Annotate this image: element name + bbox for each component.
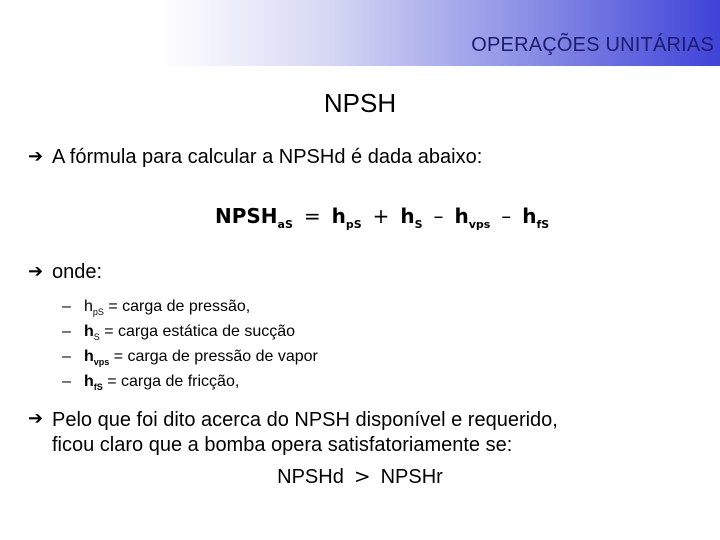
symbol-sub: pS: [92, 307, 104, 318]
formula-plus: +: [372, 204, 390, 228]
formula-minus-2: –: [501, 204, 512, 228]
definition-text: = carga de pressão,: [103, 298, 251, 315]
dash-marker: –: [62, 298, 71, 315]
right-arrow-icon: ➔: [28, 261, 44, 281]
right-arrow-icon: ➔: [28, 408, 44, 428]
symbol-sub: vps: [93, 357, 110, 368]
bullet-conclusion-text: [52, 408, 558, 458]
greater-than-sign: >: [353, 464, 371, 488]
npsh-condition: [0, 464, 720, 489]
definition-text: = carga estática de sucção: [99, 323, 296, 340]
formula-term-hvps-sub: vps: [468, 218, 491, 231]
dash-marker: –: [62, 323, 71, 340]
slide-title: NPSH: [323, 88, 397, 118]
section-title: OPERAÇÕES UNITÁRIAS: [471, 34, 714, 56]
dash-marker: –: [62, 373, 71, 390]
formula-lhs-sub: aS: [277, 218, 293, 231]
formula-term-hfs: h: [522, 204, 537, 228]
bullet-text: A fórmula para calcular a NPSHd é dada abaixo:: [52, 146, 483, 168]
bullet-text: onde:: [52, 261, 103, 283]
formula-lhs: NPSH: [215, 204, 278, 228]
compare-right: NPSHr: [380, 466, 443, 488]
formula-term-hs: h: [400, 204, 415, 228]
formula-equals: =: [303, 204, 321, 228]
dash-marker: –: [62, 348, 71, 365]
header-banner: [0, 0, 720, 66]
formula-minus-1: –: [433, 204, 444, 228]
symbol: h: [84, 373, 94, 390]
symbol: h: [84, 323, 94, 340]
symbol-sub: fS: [93, 382, 103, 393]
formula-term-hs-sub: S: [414, 218, 423, 231]
conclusion-line-2: ficou claro que a bomba opera satisfatoriamente se:: [52, 434, 513, 456]
formula-term-hvps: h: [454, 204, 469, 228]
symbol-sub: S: [93, 332, 100, 343]
symbol: h: [84, 298, 93, 315]
formula-term-hfs-sub: fS: [536, 218, 550, 231]
right-arrow-icon: ➔: [28, 146, 44, 166]
formula-term-hps: h: [331, 204, 346, 228]
definition-text: = carga de fricção,: [102, 373, 240, 390]
conclusion-line-1: Pelo que foi dito acerca do NPSH disponível e requerido,: [52, 409, 558, 431]
npsh-formula: [215, 204, 549, 231]
definition-text: = carga de pressão de vapor: [109, 348, 318, 365]
formula-term-hps-sub: pS: [345, 218, 362, 231]
symbol: h: [84, 348, 94, 365]
compare-left: NPSHd: [277, 466, 344, 488]
